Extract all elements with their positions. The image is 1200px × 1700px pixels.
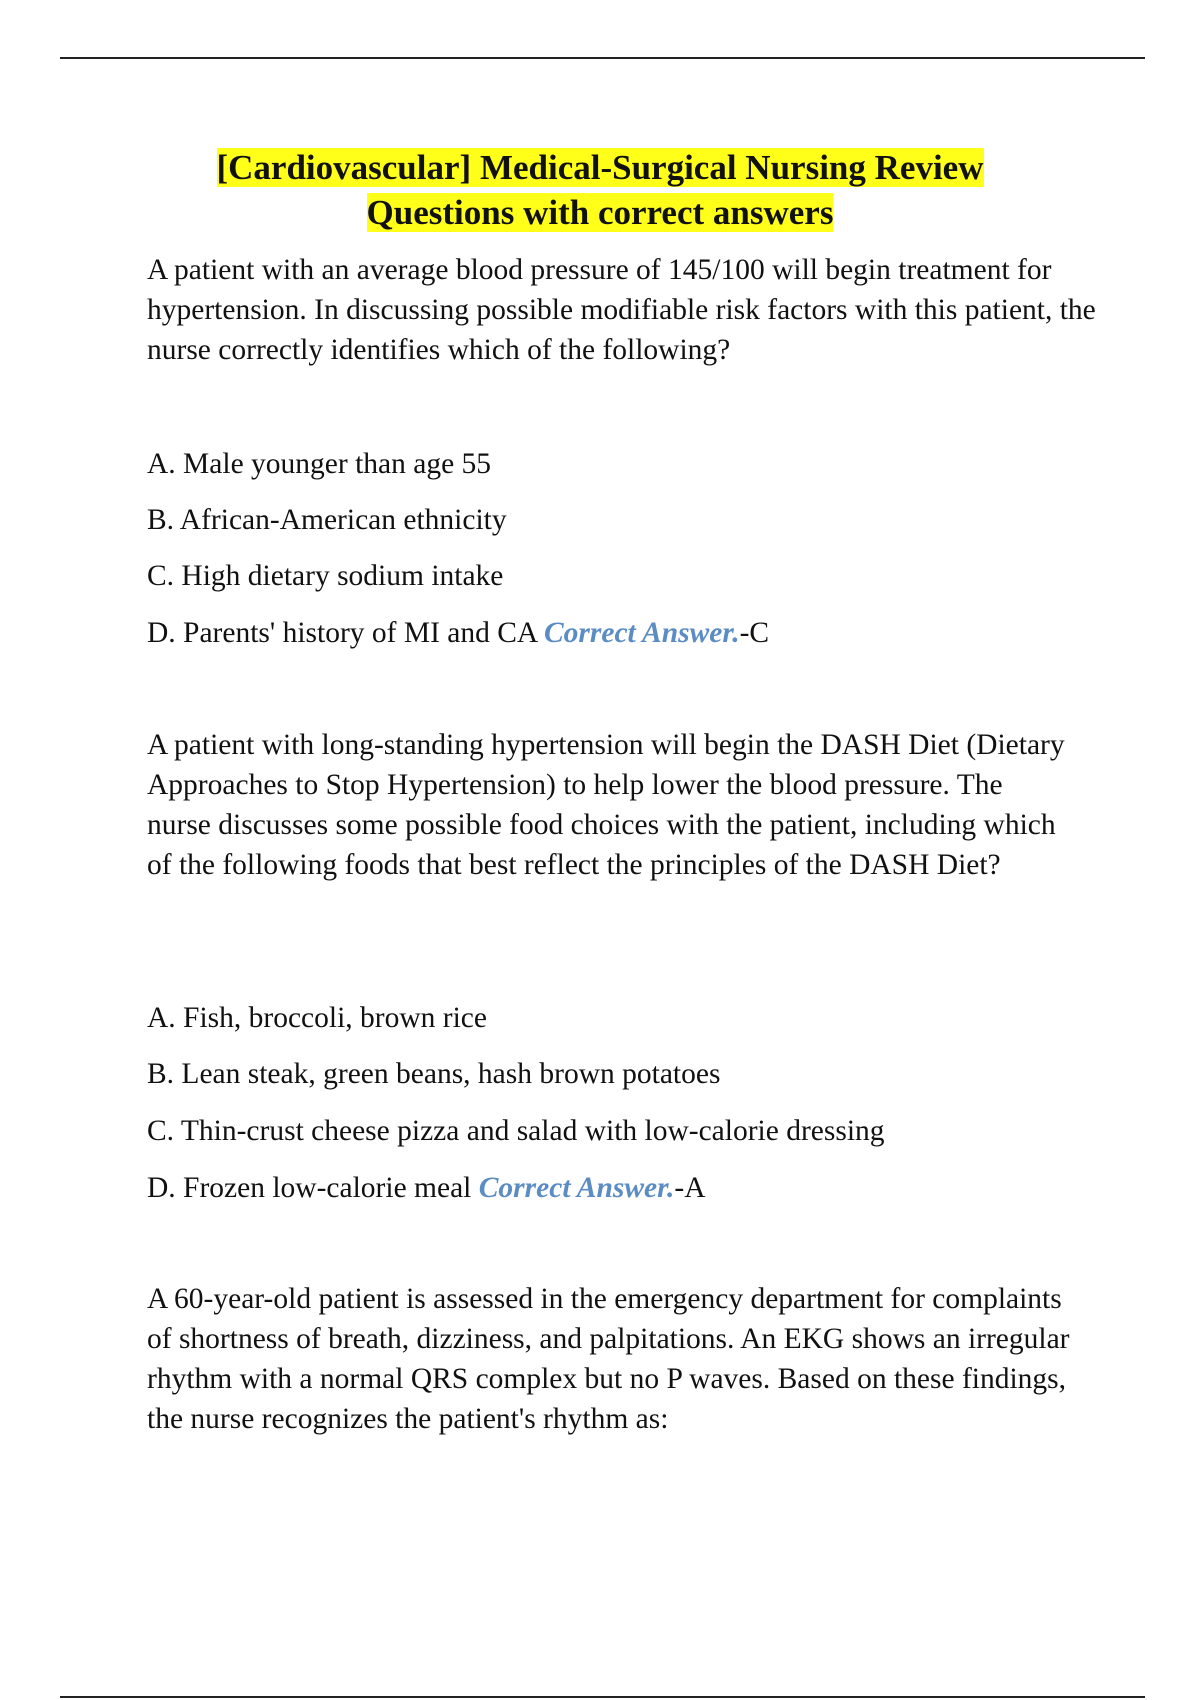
footer-rule <box>60 1696 1145 1698</box>
question-3-text: A 60-year-old patient is assessed in the emergency department for complaints of shortness of breath, dizziness, and palpitations. An EKG shows an irregular rhythm with a normal QRS complex but no P waves. Based on these findings, the nurse recognizes the patient's rhythm as: <box>147 1283 1070 1435</box>
question-1-option-d <box>147 613 769 653</box>
option-text: D. Frozen low-calorie meal <box>147 1172 472 1204</box>
correct-answer-value: -A <box>674 1172 706 1204</box>
option-text: D. Parents' history of MI and CA <box>147 617 537 649</box>
title-line-1: [Cardiovascular] Medical-Surgical Nursing Review <box>216 148 984 187</box>
question-2-option-c: C. Thin-crust cheese pizza and salad with low-calorie dressing <box>147 1115 885 1147</box>
question-1-text: A patient with an average blood pressure of 145/100 will begin treatment for hypertension. In discussing possible modifiable risk factors with this patient, the nurse correctly identifies which of the following? <box>147 254 1096 366</box>
header-rule <box>60 57 1145 59</box>
correct-answer-label: Correct Answer. <box>478 1172 675 1204</box>
question-1-option-b: B. African-American ethnicity <box>147 504 507 536</box>
correct-answer-value: -C <box>739 617 770 649</box>
question-1-option-a: A. Male younger than age 55 <box>147 448 492 480</box>
document-title <box>0 145 1200 235</box>
question-2-option-b: B. Lean steak, green beans, hash brown potatoes <box>147 1058 721 1090</box>
question-2-option-a: A. Fish, broccoli, brown rice <box>147 1002 487 1034</box>
question-2-option-d <box>147 1168 706 1208</box>
title-line-2: Questions with correct answers <box>366 193 834 232</box>
question-2-text: A patient with long-standing hypertension will begin the DASH Diet (Dietary Approaches to Stop Hypertension) to help lower the blood pressure. The nurse discusses some possible food choices with the patient, including which of the following foods that best reflect the principles of the DASH Diet? <box>147 729 1065 881</box>
correct-answer-label: Correct Answer. <box>543 617 740 649</box>
question-1-option-c: C. High dietary sodium intake <box>147 560 504 592</box>
